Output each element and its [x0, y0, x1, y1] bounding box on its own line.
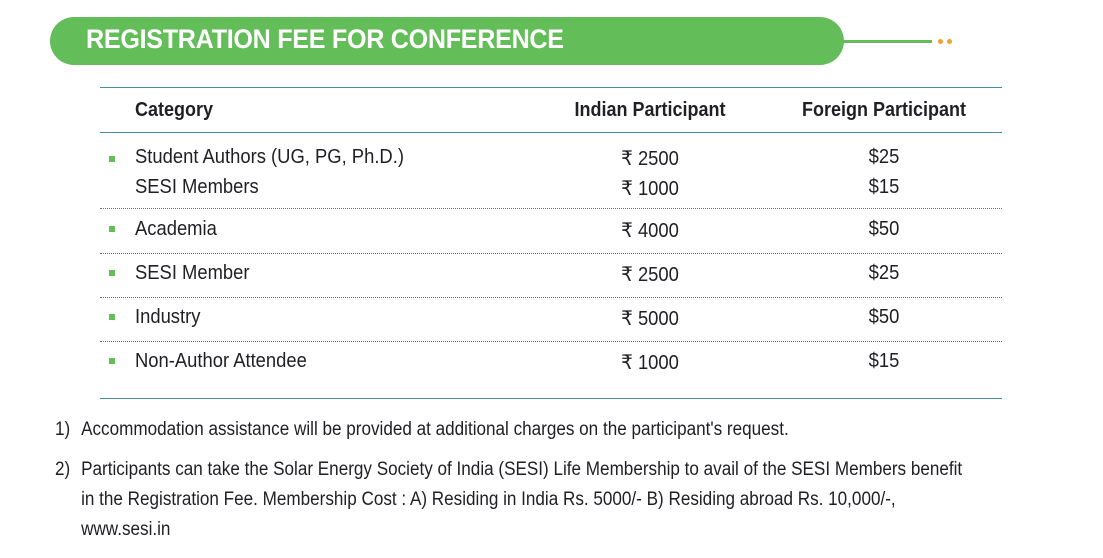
- category-cell: Non-Author Attendee: [135, 350, 307, 372]
- footnote-text: Participants can take the Solar Energy Society of India (SESI) Life Membership to avail of the SESI Members benefit: [81, 459, 963, 480]
- footnote-number: 1): [55, 419, 71, 440]
- table-row-line: [100, 346, 1002, 376]
- table-row-line: [100, 302, 1002, 332]
- footnote: [55, 415, 789, 445]
- footnote-text: Accommodation assistance will be provided at additional charges on the participant's request.: [81, 419, 789, 440]
- footnote-text: in the Registration Fee. Membership Cost : A) Residing in India Rs. 5000/- B) Residing abroad Rs. 10,000/-,: [81, 489, 896, 510]
- header-indian-participant: Indian Participant: [574, 99, 726, 121]
- table-row: [100, 297, 1002, 342]
- foreign-fee-cell: $50: [868, 306, 900, 328]
- foreign-fee-cell: $15: [868, 350, 900, 372]
- table-row-line: [100, 142, 1002, 172]
- section-title: REGISTRATION FEE FOR CONFERENCE: [86, 24, 564, 54]
- banner-dot-icon: [947, 39, 952, 44]
- indian-fee-cell: ₹ 1000: [621, 178, 679, 200]
- footnote: [55, 455, 962, 545]
- table-row: [100, 341, 1002, 385]
- footnote-number: 2): [55, 459, 71, 480]
- indian-fee-cell: ₹ 1000: [621, 352, 679, 374]
- table-row-line: [100, 172, 1002, 202]
- table-row: [100, 142, 1002, 209]
- foreign-fee-cell: $50: [868, 218, 900, 240]
- registration-fee-table: [100, 87, 1002, 399]
- indian-fee-cell: ₹ 2500: [621, 148, 679, 170]
- foreign-fee-cell: $25: [868, 146, 900, 168]
- table-row: [100, 209, 1002, 254]
- foreign-fee-cell: $15: [868, 176, 900, 198]
- category-cell: Industry: [135, 306, 201, 328]
- indian-fee-cell: ₹ 2500: [621, 264, 679, 286]
- table-row-line: [100, 214, 1002, 244]
- category-cell: Student Authors (UG, PG, Ph.D.): [135, 146, 404, 168]
- category-cell: SESI Member: [135, 262, 250, 284]
- category-cell: Academia: [135, 218, 217, 240]
- footnote-link-text: www.sesi.in: [81, 519, 171, 540]
- category-cell: SESI Members: [135, 176, 259, 198]
- indian-fee-cell: ₹ 5000: [621, 308, 679, 330]
- header-category: Category: [135, 99, 214, 121]
- banner-dot-icon: [938, 39, 943, 44]
- foreign-fee-cell: $25: [868, 262, 900, 284]
- table-bottom-rule: [100, 398, 1002, 399]
- banner-decorative-line: [840, 40, 932, 43]
- section-banner: [50, 17, 844, 65]
- table-top-rule: [100, 87, 1002, 88]
- table-header-rule: [100, 132, 1002, 133]
- header-foreign-participant: Foreign Participant: [801, 99, 967, 121]
- table-row: [100, 253, 1002, 298]
- table-row-line: [100, 258, 1002, 288]
- indian-fee-cell: ₹ 4000: [621, 220, 679, 242]
